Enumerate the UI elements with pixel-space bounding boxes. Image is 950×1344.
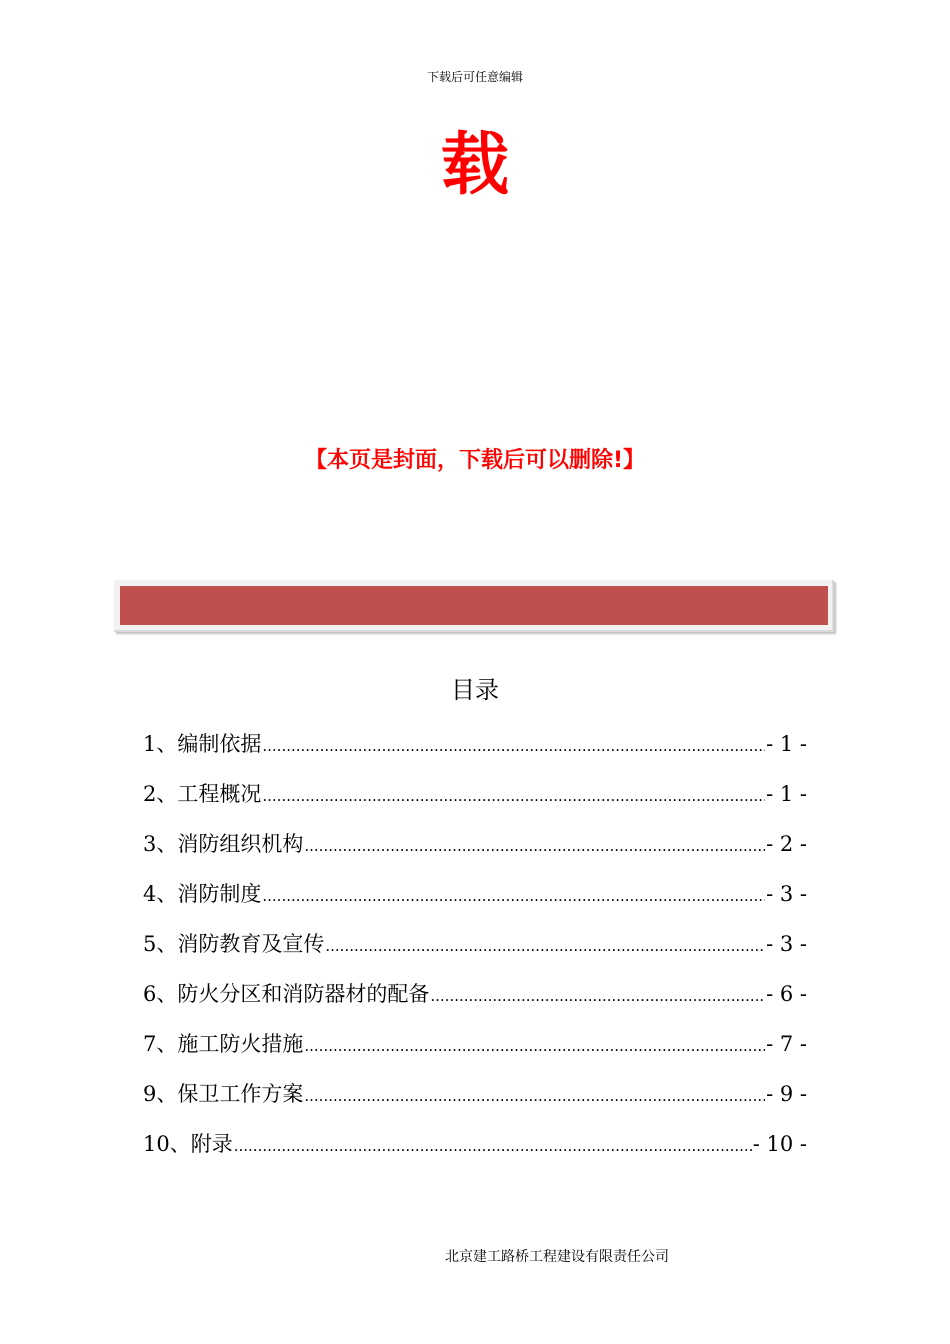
toc-item-page: - 2 - <box>766 832 807 856</box>
toc-item-label: 保卫工作方案 <box>177 1082 304 1106</box>
toc-item-page: - 1 - <box>766 782 807 806</box>
cover-title-character: 载 <box>440 126 509 205</box>
toc-item-number: 2、 <box>143 782 178 806</box>
decorative-banner-bar <box>120 586 828 625</box>
toc-leader-dots <box>234 1137 752 1155</box>
toc-item-number: 9、 <box>143 1082 178 1106</box>
toc-item[interactable] <box>143 978 807 1028</box>
toc-item-label: 防火分区和消防器材的配备 <box>177 982 430 1006</box>
toc-leader-dots <box>262 787 765 805</box>
toc-item[interactable] <box>143 878 807 928</box>
toc-leader-dots <box>262 887 765 905</box>
toc-item-page: - 9 - <box>766 1082 807 1106</box>
toc-item-label: 工程概况 <box>177 782 262 806</box>
toc-item-page: - 3 - <box>766 932 807 956</box>
toc-item[interactable] <box>143 1028 807 1078</box>
toc-item-page: - 10 - <box>752 1132 807 1156</box>
toc-item-number: 5、 <box>143 932 178 956</box>
toc-item-number: 4、 <box>143 882 178 906</box>
toc-item[interactable] <box>143 928 807 978</box>
toc-item-page: - 1 - <box>766 732 807 756</box>
footer-company-name: 北京建工路桥工程建设有限责任公司 <box>445 1249 669 1265</box>
toc-item-number: 10、 <box>143 1132 191 1156</box>
toc-item-label: 编制依据 <box>177 732 262 756</box>
toc-item-label: 消防制度 <box>177 882 262 906</box>
decorative-banner <box>114 580 834 632</box>
table-of-contents <box>143 728 807 1178</box>
toc-item-page: - 6 - <box>766 982 807 1006</box>
toc-item[interactable] <box>143 828 807 878</box>
toc-item-number: 6、 <box>143 982 178 1006</box>
toc-item-number: 3、 <box>143 832 178 856</box>
toc-item-number: 1、 <box>143 732 178 756</box>
toc-leader-dots <box>304 1087 765 1105</box>
toc-item[interactable] <box>143 1078 807 1128</box>
toc-leader-dots <box>304 1037 765 1055</box>
cover-notice: 【本页是封面，下载后可以删除!】 <box>304 448 646 473</box>
toc-leader-dots <box>262 737 765 755</box>
header-note: 下载后可任意编辑 <box>426 70 523 84</box>
toc-leader-dots <box>430 987 765 1005</box>
toc-item[interactable] <box>143 778 807 828</box>
toc-item-label: 施工防火措施 <box>177 1032 304 1056</box>
toc-item-label: 消防组织机构 <box>177 832 304 856</box>
toc-leader-dots <box>325 937 765 955</box>
toc-leader-dots <box>304 837 765 855</box>
toc-item-page: - 7 - <box>766 1032 807 1056</box>
toc-item-label: 消防教育及宣传 <box>177 932 325 956</box>
toc-title: 目录 <box>451 676 499 704</box>
toc-item[interactable] <box>143 728 807 778</box>
toc-item[interactable] <box>143 1128 807 1178</box>
toc-item-label: 附录 <box>190 1132 233 1156</box>
toc-item-page: - 3 - <box>766 882 807 906</box>
toc-item-number: 7、 <box>143 1032 178 1056</box>
